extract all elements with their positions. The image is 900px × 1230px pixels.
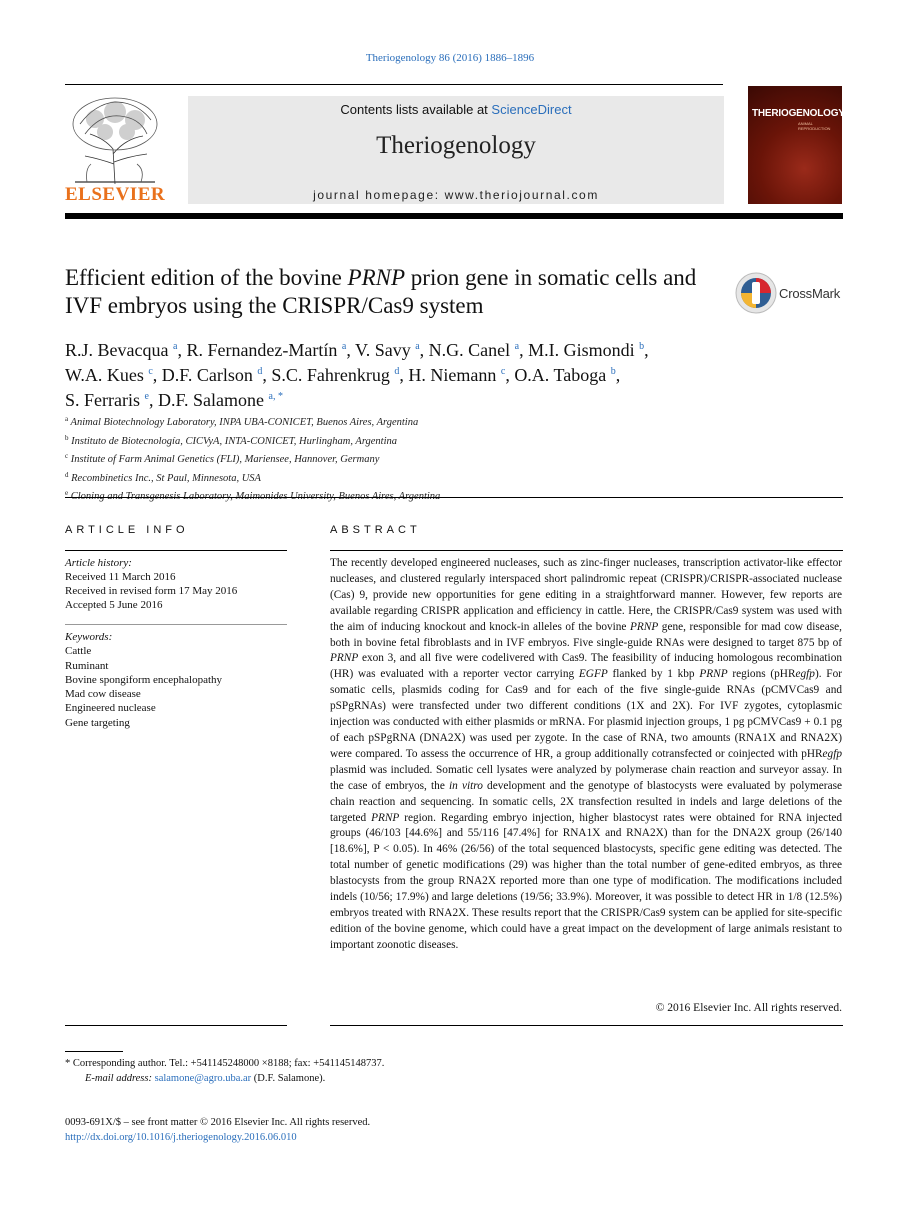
- article-history: [65, 556, 287, 612]
- affiliation-item: [65, 468, 845, 487]
- crossmark-badge[interactable]: [735, 272, 845, 316]
- author-separator: ,: [615, 365, 621, 385]
- affiliation-key: b: [65, 433, 69, 442]
- author-affiliation-marker[interactable]: c: [500, 366, 506, 377]
- keyword-item: Gene targeting: [65, 716, 130, 729]
- journal-homepage[interactable]: journal homepage: www.theriojournal.com: [313, 188, 599, 202]
- crossmark-icon: [735, 272, 777, 314]
- contents-line: [188, 102, 724, 117]
- affiliation-item: [65, 431, 845, 450]
- affiliation-key: d: [65, 470, 69, 479]
- author-separator: ,: [419, 340, 429, 360]
- author-separator: ,: [519, 340, 529, 360]
- history-received: Received 11 March 2016: [65, 571, 176, 583]
- keywords-rule: [65, 624, 287, 625]
- issn-line: 0093-691X/$ – see front matter © 2016 Elsevier Inc. All rights reserved.: [65, 1117, 371, 1128]
- keyword-item: Bovine spongiform encephalopathy: [65, 673, 223, 686]
- affiliation-text: Recombinetics Inc., St Paul, Minnesota, USA: [68, 472, 261, 484]
- crossmark-label: CrossMark: [779, 286, 841, 301]
- author-name[interactable]: D.F. Carlson: [161, 365, 253, 385]
- copyright-notice: © 2016 Elsevier Inc. All rights reserved.: [655, 1002, 842, 1014]
- abstract-heading: ABSTRACT: [330, 524, 421, 536]
- affiliation-text: Animal Biotechnology Laboratory, INPA UBA-CONICET, Buenos Aires, Argentina: [68, 417, 419, 428]
- author-affiliation-marker[interactable]: a, *: [268, 391, 283, 402]
- abstract-end-rule: [330, 1025, 843, 1026]
- header-bottom-rule: [65, 213, 843, 219]
- cover-subtitle: ANIMAL REPRODUCTION: [798, 121, 831, 131]
- author-name[interactable]: H. Niemann: [408, 365, 497, 385]
- affiliation-key: e: [65, 489, 69, 497]
- email-label: E-mail address:: [85, 1073, 152, 1084]
- affiliation-item: [65, 449, 845, 468]
- elsevier-wordmark: ELSEVIER: [65, 184, 166, 205]
- author-affiliation-marker[interactable]: a: [172, 341, 178, 352]
- contents-prefix: Contents lists available at: [340, 102, 492, 117]
- author-name[interactable]: S. Ferraris: [65, 390, 140, 410]
- author-affiliation-marker[interactable]: e: [144, 391, 149, 402]
- author-separator: ,: [148, 390, 158, 410]
- elsevier-logo: [65, 94, 165, 206]
- author-list: [65, 336, 845, 411]
- author-affiliation-marker[interactable]: a: [514, 341, 520, 352]
- author-affiliation-marker[interactable]: d: [394, 366, 400, 377]
- doi-link[interactable]: http://dx.doi.org/10.1016/j.theriogenology.2016.06.010: [65, 1131, 297, 1143]
- affiliation-list: [65, 412, 845, 505]
- author-name[interactable]: R.J. Bevacqua: [65, 340, 169, 360]
- keyword-item: Ruminant: [65, 659, 109, 672]
- corresponding-author-footnote: [65, 1056, 433, 1086]
- title-text-1: Efficient edition of the bovine: [65, 265, 348, 290]
- footnote-contact: Corresponding author. Tel.: +541145248000 ×8188; fax: +541145148737.: [70, 1058, 385, 1069]
- email-link[interactable]: salamone@agro.uba.ar: [154, 1073, 252, 1084]
- article-title: [65, 264, 715, 320]
- author-separator: ,: [346, 340, 356, 360]
- keyword-item: Cattle: [65, 645, 92, 658]
- elsevier-tree-icon: [65, 94, 165, 186]
- author-separator: ,: [262, 365, 272, 385]
- author-name[interactable]: D.F. Salamone: [157, 390, 265, 410]
- keywords-label: Keywords:: [65, 631, 113, 643]
- author-affiliation-marker[interactable]: a: [415, 341, 420, 352]
- affiliation-key: a: [65, 415, 69, 423]
- author-name[interactable]: R. Fernandez-Martín: [186, 340, 338, 360]
- journal-header-box: [188, 96, 724, 204]
- affiliation-item: [65, 486, 845, 505]
- front-matter: [65, 1116, 565, 1145]
- header-top-rule: [65, 84, 723, 85]
- article-info-heading: ARTICLE INFO: [65, 524, 189, 536]
- cover-title: THERIOGENOLOGY: [752, 108, 845, 119]
- author-name[interactable]: O.A. Taboga: [514, 365, 607, 385]
- abstract-rule: [330, 550, 843, 551]
- journal-citation[interactable]: Theriogenology 86 (2016) 1886–1896: [365, 52, 535, 64]
- author-separator: ,: [644, 340, 649, 360]
- author-separator: ,: [177, 340, 187, 360]
- affiliation-item: [65, 412, 845, 431]
- author-name[interactable]: W.A. Kues: [65, 365, 144, 385]
- article-info-end-rule: [65, 1025, 287, 1026]
- footnote-rule: [65, 1051, 123, 1052]
- history-accepted: Accepted 5 June 2016: [65, 599, 163, 611]
- author-separator: ,: [505, 365, 515, 385]
- author-name[interactable]: V. Savy: [355, 340, 411, 360]
- keywords-block: [65, 630, 287, 730]
- affiliation-key: c: [65, 452, 69, 460]
- keyword-item: Mad cow disease: [65, 688, 141, 701]
- author-separator: ,: [399, 365, 409, 385]
- title-gene: PRNP: [347, 265, 406, 290]
- history-label: Article history:: [65, 557, 132, 569]
- article-info-rule: [65, 550, 287, 551]
- author-separator: ,: [152, 365, 162, 385]
- footnote-star: *: [65, 1058, 71, 1069]
- author-affiliation-marker[interactable]: b: [639, 341, 645, 352]
- email-suffix: (D.F. Salamone).: [251, 1073, 326, 1084]
- author-affiliation-marker[interactable]: b: [610, 366, 616, 377]
- author-name[interactable]: M.I. Gismondi: [528, 340, 635, 360]
- keyword-item: Engineered nuclease: [65, 702, 156, 715]
- journal-title: Theriogenology: [376, 132, 536, 159]
- history-revised: Received in revised form 17 May 2016: [65, 585, 238, 597]
- author-affiliation-marker[interactable]: a: [341, 341, 347, 352]
- abstract-text: The recently developed engineered nucleases, such as zinc-finger nucleases, transcription activator-like effector nucleases, and clustered regularly interspaced short palindromic repeat (CRISPR)/CRISPR-associated nuclease (Cas) 9, provide new opportunities for gene editing in a straightforward manner. However, few reports are available regarding CRISPR application and efficiency in cattle. Here, the CRISPR/Cas9 system was used with the aim of inducing knockout and knock-in alleles of the bovine PRNP gene, responsible for mad cow disease, both in bovine fetal fibroblasts and in IVF embryos. Five single-guide RNAs were designed to target 875 bp of PRNP exon 3, and all five were codelivered with Cas9. The feasibility of inducing homologous recombination (HR) was evaluated with a reporter vector carrying EGFP flanked by 1 kbp PRNP regions (pHRegfp). For somatic cells, plasmids coding for Cas9 and for each of the five single-guide RNAs (pCMVCas9 and pSPgRNAs) were transfected under two different conditions (1X and 2X). For IVF zygotes, cytoplasmic injection was conducted with either plasmids or mRNA. For plasmid injection groups, 1 pg pCMVCas9 + 0.1 pg of each pSPgRNA (DNA2X) was used per zygote. In the case of RNA, two amounts (RNA1X and RNA2X) were compared. To assess the occurrence of HR, a group additionally cotransfected or coinjected with pHRegfp plasmid was included. Somatic cell lysates were analyzed by polymerase chain reaction and surveyor assay. In the case of embryos, the in vitro development and the genotype of blastocysts were evaluated by polymerase chain reaction and sequencing. In somatic cells, 2X transfection resulted in indels and large deletions of the targeted PRNP region. Regarding embryo injection, higher blastocyst rates were obtained for RNA injected groups (46/103 [44.6%] and 55/116 [47.4%] for RNA1X and RNA2X) than for the DNA2X group (26/140 [18.6%], P < 0.05). In 46% (26/56) of the total sequenced blastocysts, specific gene editing was detected. The total number of genetic modifications (29) was higher than the total number of gene-edited embryos, as three blastocysts from the group RNA2X reported more than one type of modification. The modifications included indels (10/56; 17.9%) and large deletions (19/56; 33.9%). Moreover, it was possible to detect HR in 1/8 (12.5%) embryos treated with RNA2X. These results report that the CRISPR/Cas9 system can be applied for site-specific edition of the bovine genome, which could have a great impact on the development of large animals resistant to important zoonotic diseases.: [330, 557, 843, 951]
- author-name[interactable]: S.C. Fahrenkrug: [271, 365, 390, 385]
- author-affiliation-marker[interactable]: d: [257, 366, 263, 377]
- affiliation-text: Institute of Farm Animal Genetics (FLI), Mariensee, Hannover, Germany: [68, 454, 380, 465]
- author-name[interactable]: N.G. Canel: [428, 340, 511, 360]
- affiliation-rule: [65, 497, 843, 498]
- sciencedirect-link[interactable]: ScienceDirect: [491, 102, 572, 117]
- title-text-2: prion gene in somatic cells and IVF embryos using the CRISPR/Cas9 system: [65, 265, 697, 318]
- affiliation-text: Instituto de Biotecnología, CICVyA, INTA-CONICET, Hurlingham, Argentina: [68, 435, 398, 447]
- author-affiliation-marker[interactable]: c: [148, 366, 153, 377]
- journal-cover-image: [748, 86, 845, 204]
